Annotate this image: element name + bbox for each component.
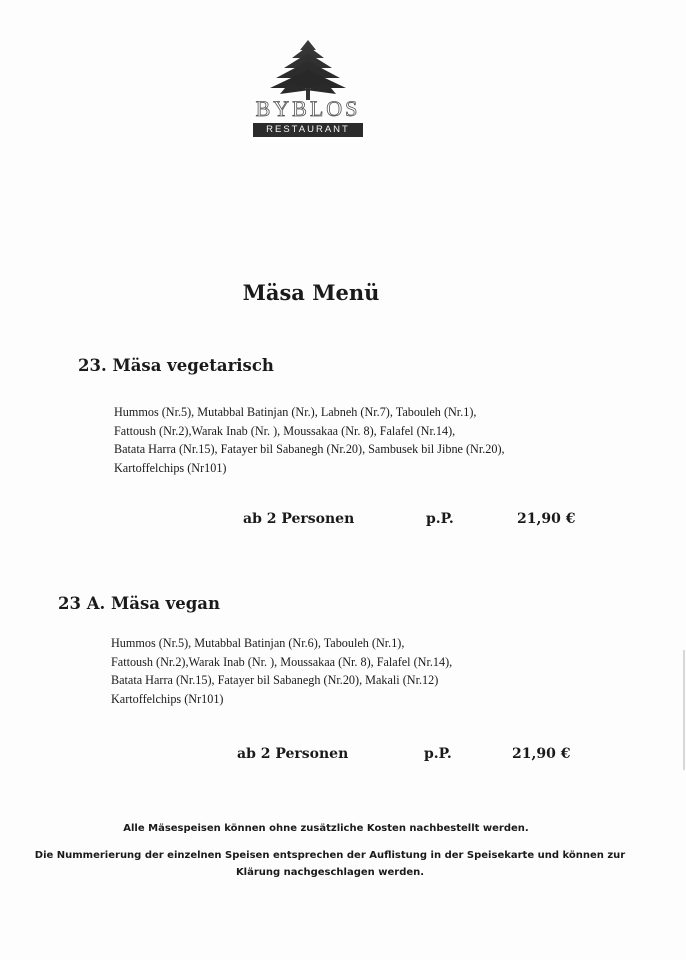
logo-name: BYBLOS	[255, 96, 361, 121]
section-heading-vegetarian: 23. Mäsa vegetarisch	[78, 356, 274, 375]
per-person-label: p.P.	[426, 511, 454, 527]
footer-note-numbering	[10, 847, 650, 881]
page-title: Mäsa Menü	[242, 280, 380, 305]
section-items-vegan	[111, 634, 631, 708]
item-line: Hummos (Nr.5), Mutabbal Batinjan (Nr.6), Tabouleh (Nr.1),	[111, 636, 405, 650]
price-value: 21,90 €	[517, 511, 576, 527]
item-line: Batata Harra (Nr.15), Fatayer bil Sabanegh (Nr.20), Sambusek bil Jibne (Nr.20),	[114, 442, 505, 456]
item-line: Hummos (Nr.5), Mutabbal Batinjan (Nr.), Labneh (Nr.7), Tabouleh (Nr.1),	[114, 405, 477, 419]
price-value: 21,90 €	[512, 746, 571, 762]
price-row-vegetarian	[0, 511, 686, 531]
section-items-vegetarian	[114, 403, 634, 477]
footer-note-line: Klärung nachgeschlagen werden.	[235, 867, 425, 878]
price-row-vegan	[0, 746, 686, 766]
item-line: Fattoush (Nr.2),Warak Inab (Nr. ), Moussakaa (Nr. 8), Falafel (Nr.14),	[114, 423, 456, 438]
footer-note-reorder: Alle Mäsespeisen können ohne zusätzliche Kosten nachbestellt werden.	[123, 823, 529, 834]
persons-label: ab 2 Personen	[243, 511, 355, 527]
item-line: Fattoush (Nr.2),Warak Inab (Nr. ), Moussakaa (Nr. 8), Falafel (Nr.14),	[111, 654, 453, 669]
section-heading-vegan: 23 A. Mäsa vegan	[58, 594, 220, 613]
footer-note-line: Die Nummerierung der einzelnen Speisen entsprechen der Auflistung in der Speisekarte und können zur	[34, 850, 626, 861]
persons-label: ab 2 Personen	[237, 746, 349, 762]
item-line: Kartoffelchips (Nr101)	[114, 460, 227, 475]
page-edge-divider	[683, 650, 685, 770]
logo-subtitle: RESTAURANT	[253, 123, 363, 137]
restaurant-logo	[250, 38, 366, 140]
item-line: Kartoffelchips (Nr101)	[111, 691, 224, 706]
cedar-tree-icon	[250, 38, 366, 102]
item-line: Batata Harra (Nr.15), Fatayer bil Sabanegh (Nr.20), Makali (Nr.12)	[111, 673, 439, 687]
per-person-label: p.P.	[424, 746, 452, 762]
